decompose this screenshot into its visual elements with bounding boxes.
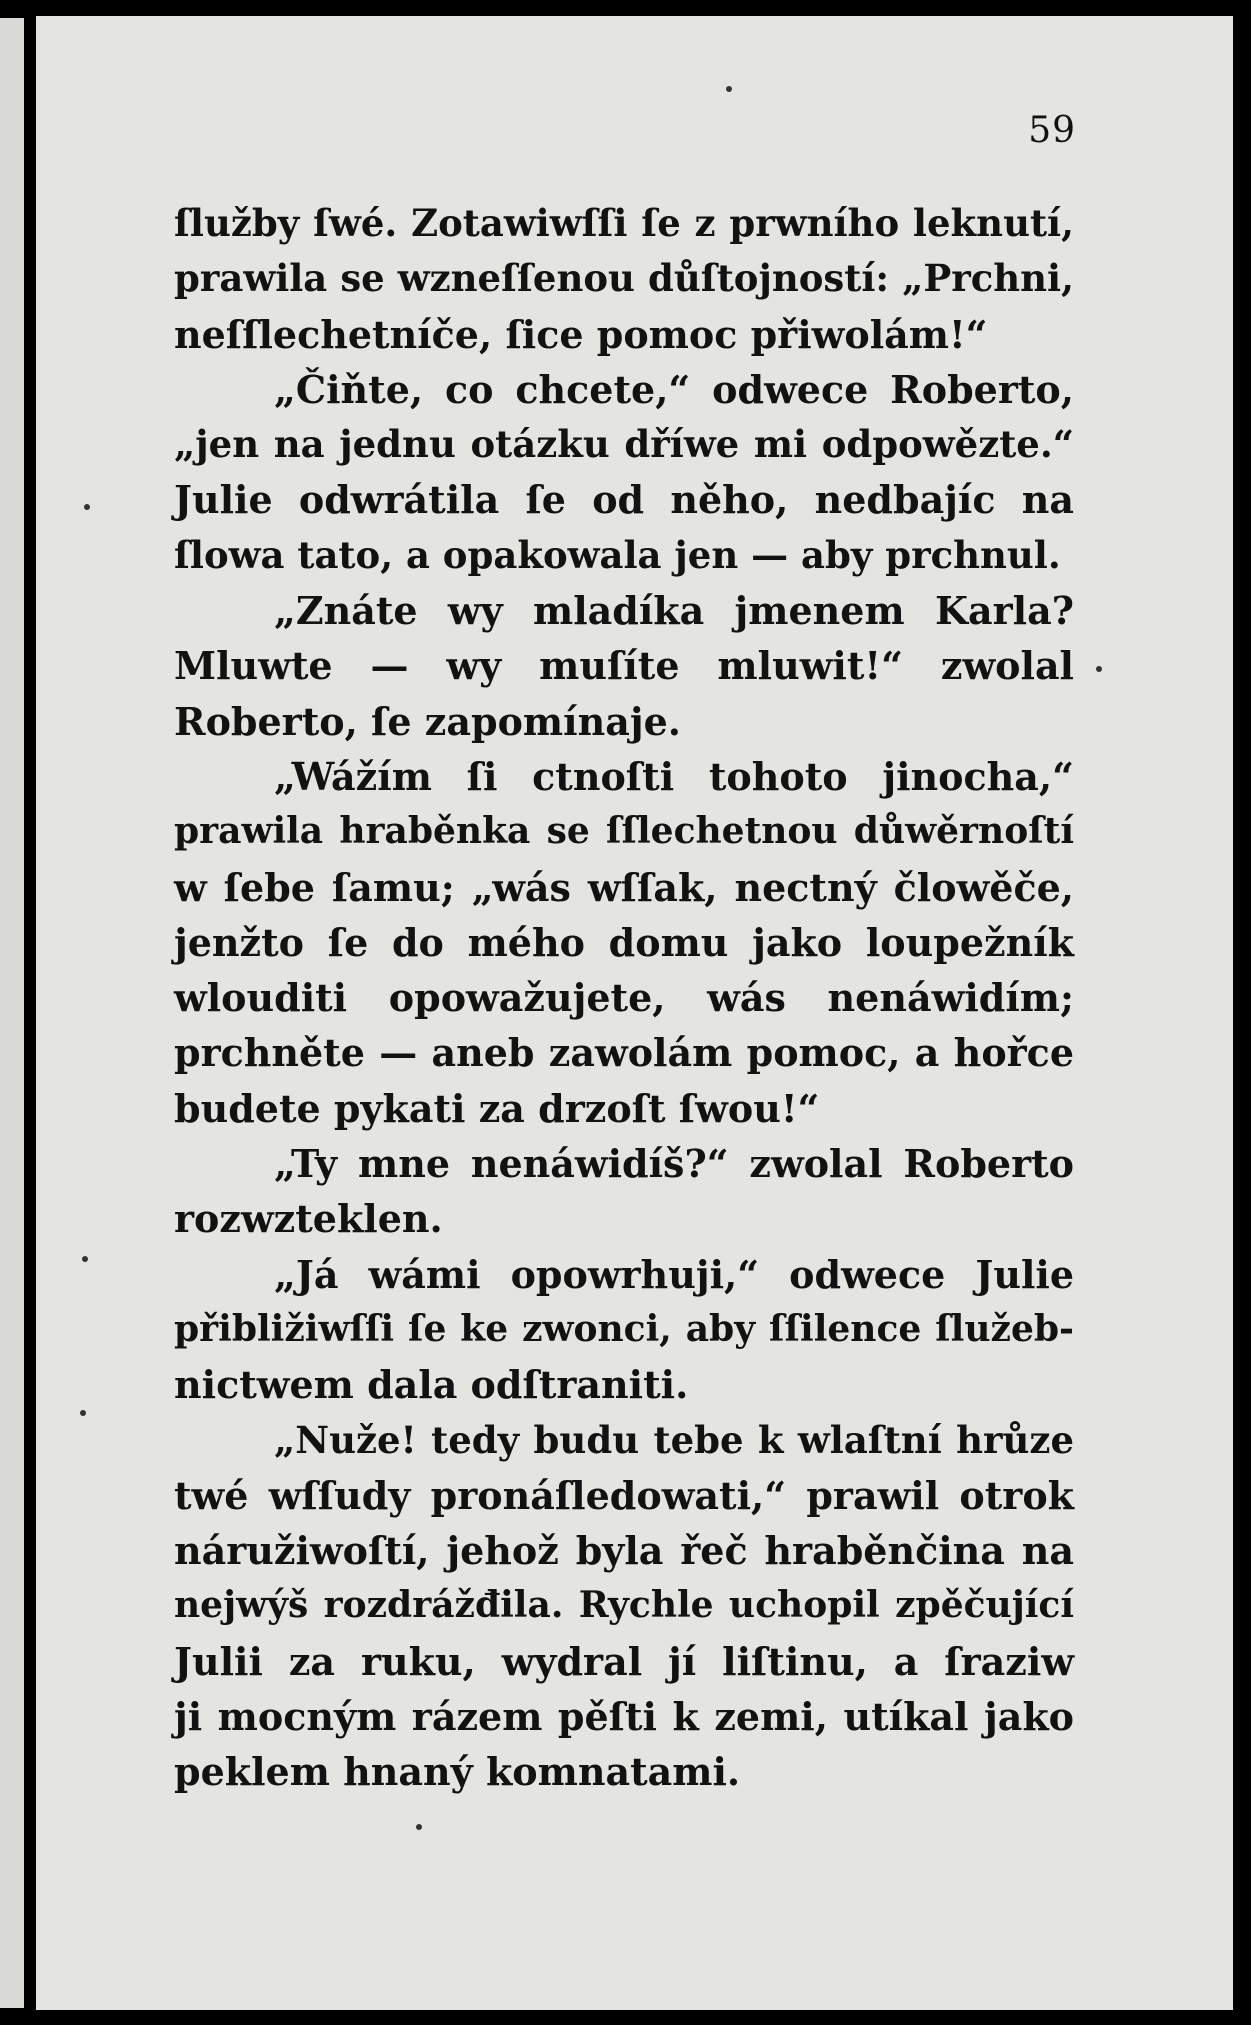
text-line: „Wážím ſi ctnoſti tohoto jinocha,“ bbox=[274, 753, 1074, 799]
text-line: nictwem dala odſtraniti. bbox=[174, 1362, 689, 1408]
text-line: přibližiwſſi ſe ke zwonci, aby ſſilence ſlužeb- bbox=[174, 1307, 1074, 1350]
text-line: „jen na jednu otázku dříwe mi odpowězte.“ bbox=[174, 422, 1074, 467]
text-line: neſſlechetníče, ſice pomoc přiwolám!“ bbox=[174, 311, 988, 357]
text-line: „Já wámi opowrhuji,“ odwece Julie bbox=[274, 1251, 1074, 1297]
text-line: „Čiňte, co chcete,“ odwece Roberto, bbox=[274, 366, 1074, 412]
text-line: „Znáte wy mladíka jmenem Karla? bbox=[274, 588, 1074, 634]
text-line: prawila hraběnka se ſſlechetnou důwěrnoſtí bbox=[174, 810, 1074, 853]
body-text bbox=[174, 196, 1074, 1800]
previous-page-edge bbox=[0, 18, 24, 2008]
page-number: 59 bbox=[1028, 110, 1076, 151]
paper-speck bbox=[82, 1256, 88, 1262]
text-line: Julii za ruku, wydral jí liſtinu, a ſraziw bbox=[174, 1638, 1074, 1684]
text-line: budete pykati za drzoſt ſwou!“ bbox=[174, 1085, 820, 1131]
text-line: „Ty mne nenáwidíš?“ zwolal Roberto bbox=[274, 1141, 1074, 1187]
text-line: rozwzteklen. bbox=[174, 1196, 443, 1242]
text-line: prawila se wzneſſenou důſtojností: „Prchni, bbox=[174, 256, 1074, 301]
text-line: ji mocným rázem pěſti k zemi, utíkal jako bbox=[174, 1694, 1074, 1740]
text-line: w ſebe ſamu; „wás wſſak, nectný člowěče, bbox=[174, 864, 1074, 910]
text-line: ſlowa tato, a opakowala jen — aby prchnul. bbox=[174, 532, 1061, 577]
paper-speck bbox=[726, 86, 732, 92]
text-line: Roberto, ſe zapomínaje. bbox=[174, 698, 681, 744]
paper-speck bbox=[416, 1824, 422, 1830]
book-page bbox=[36, 16, 1233, 2010]
text-line: náružiwoſtí, jehož byla řeč hraběnčina na bbox=[174, 1528, 1074, 1574]
paper-speck bbox=[1096, 666, 1102, 672]
paper-speck bbox=[80, 1410, 86, 1416]
text-line: jenžto ſe do mého domu jako loupežník bbox=[174, 919, 1074, 965]
text-line: wlouditi opowažujete, wás nenáwidím; bbox=[174, 975, 1074, 1021]
text-line: prchněte — aneb zawolám pomoc, a hořce bbox=[174, 1030, 1074, 1076]
text-line: peklem hnaný komnatami. bbox=[174, 1749, 741, 1795]
text-line: Julie odwrátila ſe od něho, nedbajíc na bbox=[174, 477, 1074, 523]
text-line: nejwýš rozdrážđila. Rychle uchopil zpěčující bbox=[174, 1584, 1074, 1627]
text-line: ſlužby ſwé. Zotawiwſſi ſe z prwního leknutí, bbox=[174, 201, 1074, 245]
text-line: twé wſſudy pronáſledowati,“ prawil otrok bbox=[174, 1472, 1074, 1518]
paper-speck bbox=[84, 504, 90, 510]
text-line: Mluwte — wy muſíte mluwit!“ zwolal bbox=[174, 643, 1074, 689]
text-line: „Nuže! tedy budu tebe k wlaſtní hrůze bbox=[274, 1417, 1074, 1462]
